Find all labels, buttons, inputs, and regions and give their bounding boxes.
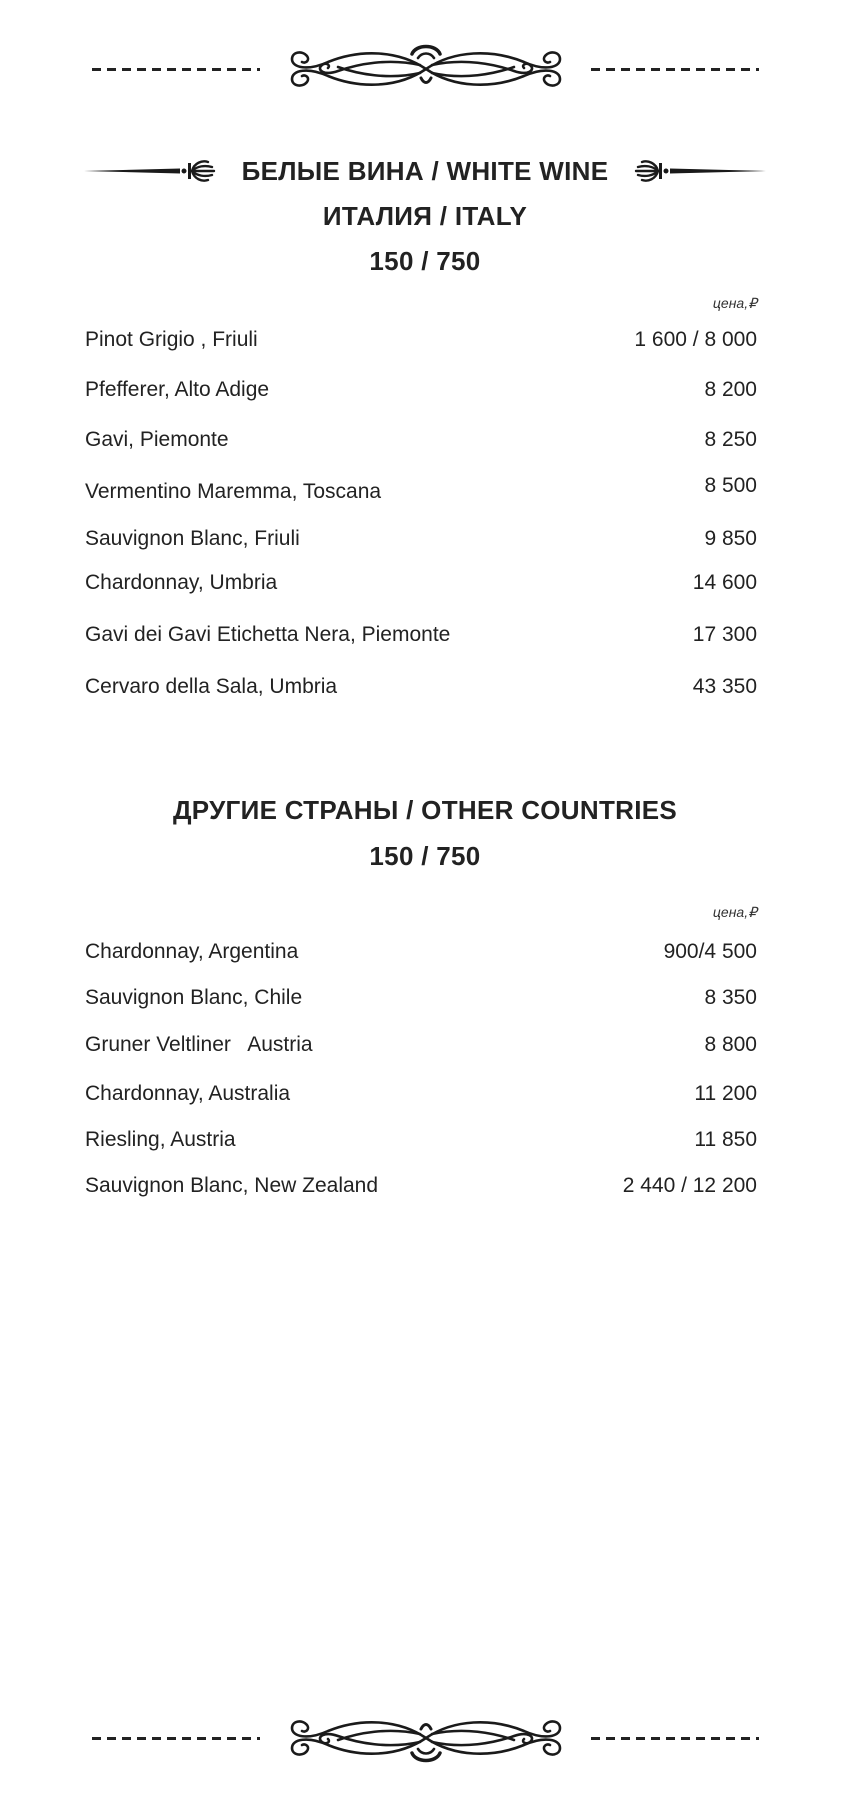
wine-row <box>85 1031 757 1059</box>
section-title: ДРУГИЕ СТРАНЫ / OTHER COUNTRIES <box>172 795 678 825</box>
flourish-right-icon <box>634 159 766 183</box>
section-volumes: 150 / 750 <box>369 246 481 276</box>
wine-name: Cervaro della Sala, Umbria <box>85 675 338 698</box>
wine-name: Gavi dei Gavi Etichetta Nera, Piemonte <box>85 623 451 646</box>
wine-name: Chardonnay, Umbria <box>85 571 278 594</box>
wine-row <box>85 1126 757 1154</box>
price-column-label: цена,₽ <box>712 295 757 311</box>
wine-price: 8 200 <box>704 378 757 401</box>
wine-price: 2 440 / 12 200 <box>622 1174 757 1197</box>
wine-name: Pinot Grigio , Friuli <box>85 328 258 351</box>
wine-price: 17 300 <box>692 623 757 646</box>
wine-name: Chardonnay, Argentina <box>85 940 299 963</box>
wine-row <box>85 525 757 553</box>
wine-price: 43 350 <box>692 675 757 698</box>
wine-price: 900/4 500 <box>663 940 757 963</box>
wine-row <box>85 326 757 354</box>
wine-name: Pfefferer, Alto Adige <box>85 378 270 401</box>
wine-name: Gruner Veltliner Austria <box>85 1033 313 1056</box>
section-subtitle: ИТАЛИЯ / ITALY <box>322 201 528 231</box>
wine-name: Vermentino Maremma, Toscana <box>85 480 382 503</box>
wine-price: 1 600 / 8 000 <box>634 328 757 351</box>
top-ornament-icon <box>274 44 578 94</box>
wine-row <box>85 938 757 966</box>
wine-row <box>85 426 757 454</box>
bottom-ornament-icon <box>274 1713 578 1763</box>
wine-price: 11 850 <box>694 1128 757 1151</box>
wine-price: 11 200 <box>694 1082 757 1105</box>
wine-price: 9 850 <box>704 527 757 550</box>
section-title: БЕЛЫЕ ВИНА / WHITE WINE <box>241 156 609 186</box>
wine-row <box>85 1172 757 1200</box>
wine-row <box>85 569 757 597</box>
wine-name: Chardonnay, Australia <box>85 1082 291 1105</box>
wine-row <box>85 673 757 701</box>
wine-price: 8 800 <box>704 1033 757 1056</box>
wine-name: Riesling, Austria <box>85 1128 236 1151</box>
bottom-dashed-rule-left <box>92 1737 260 1740</box>
wine-price: 8 500 <box>704 474 757 497</box>
top-dashed-rule-right <box>591 68 759 71</box>
wine-row <box>85 1080 757 1108</box>
wine-name: Sauvignon Blanc, Chile <box>85 986 303 1009</box>
wine-name: Sauvignon Blanc, New Zealand <box>85 1174 379 1197</box>
wine-row <box>85 376 757 404</box>
section-volumes: 150 / 750 <box>369 841 481 871</box>
wine-price: 8 350 <box>704 986 757 1009</box>
bottom-dashed-rule-right <box>591 1737 759 1740</box>
wine-name: Gavi, Piemonte <box>85 428 229 451</box>
wine-row <box>85 474 757 506</box>
wine-row <box>85 984 757 1012</box>
wine-name: Sauvignon Blanc, Friuli <box>85 527 300 550</box>
top-dashed-rule-left <box>92 68 260 71</box>
wine-price: 8 250 <box>704 428 757 451</box>
wine-row <box>85 621 757 649</box>
wine-price: 14 600 <box>692 571 757 594</box>
price-column-label: цена,₽ <box>712 904 757 920</box>
